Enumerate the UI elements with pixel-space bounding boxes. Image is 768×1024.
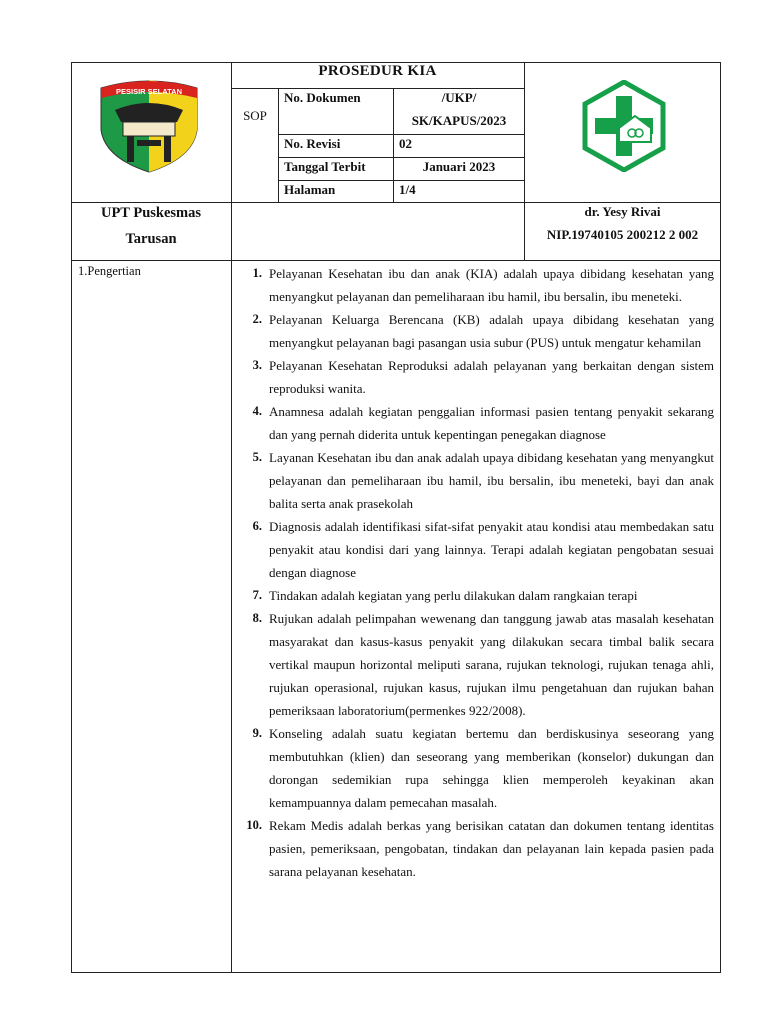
frame-right — [720, 62, 721, 973]
divider-logo-row — [71, 202, 721, 203]
no-revisi-value: 02 — [399, 136, 412, 151]
halaman-value: 1/4 — [399, 182, 416, 197]
org-name-line2: Tarusan — [125, 231, 177, 247]
list-item: 4. Anamnesa adalah kegiatan penggalian informasi pasien tentang penyakit sekarang dan yang pernah diderita untuk kepentingan penegakan diagnose — [252, 404, 714, 442]
divider-row-3 — [278, 180, 524, 181]
no-dokumen-value-line2: SK/KAPUS/2023 — [411, 113, 507, 128]
signer-nip: NIP.19740105 200212 2 002 — [546, 227, 699, 242]
list-item: 8. Rujukan adalah pelimpahan wewenang dan tanggung jawab atas masalah kesehatan masyarakat dan kasus-kasus penyakit yang dilakukan secara timbal balik secara vertikal maupun horizontal meliputi sarana, rujukan teknologi, rujukan tenaga ahli, rujukan operasional, rujukan kasus, rujukan ilmu pengetahuan dan rujukan bahan pemeriksaan laboratorium(permenkes 922/2008). — [252, 611, 714, 718]
tanggal-terbit-label: Tanggal Terbit — [284, 159, 366, 174]
divider-row-2 — [278, 157, 524, 158]
pesisir-selatan-logo-icon — [93, 78, 205, 176]
list-item: 5. Layanan Kesehatan ibu dan anak adalah upaya dibidang kesehatan yang menyangkut pelayanan dan pemeliharaan ibu hamil, ibu bersalin, ibu meneteki, bayi dan anak balita serta anak prasekolah — [252, 450, 714, 511]
list-item: 2. Pelayanan Keluarga Berencana (KB) adalah upaya dibidang kesehatan yang menyangkut pelayanan bagi pasangan usia subur (PUS) untuk mengatur kehamilan — [252, 312, 714, 350]
logo-banner-text: PESISIR SELATAN — [116, 87, 182, 96]
divider-header-bottom — [71, 260, 721, 261]
list-item: 6. Diagnosis adalah identifikasi sifat-sifat penyakit atau kondisi atau membedakan satu penyakit atau kondisi dari yang lainnya. Terapi adalah kegiatan pengobatan sesuai dengan diagnose — [252, 519, 714, 580]
section-label: 1.Pengertian — [78, 264, 141, 278]
divider-col-1 — [231, 62, 232, 973]
frame-bottom — [71, 972, 721, 973]
list-item: 7. Tindakan adalah kegiatan yang perlu dilakukan dalam rangkaian terapi — [252, 588, 638, 603]
no-dokumen-value-line1: /UKP/ — [441, 90, 477, 105]
halaman-label: Halaman — [284, 182, 336, 197]
definition-list — [246, 262, 714, 883]
divider-sop — [278, 88, 279, 202]
frame-left — [71, 62, 72, 973]
no-dokumen-label: No. Dokumen — [284, 90, 361, 105]
sop-document — [71, 62, 721, 973]
list-item: 3. Pelayanan Kesehatan Reproduksi adalah pelayanan yang berkaitan dengan sistem reproduksi wanita. — [252, 358, 714, 396]
list-item: 9. Konseling adalah suatu kegiatan bertemu dan berdiskusinya seseorang yang membutuhkan (klien) dan seseorang yang memberikan (konselor) dukungan dan dorongan sedemikian rupa sehingga klien memperoleh keyakinan akan kemampuannya dalam pemecahan masalah. — [252, 726, 714, 810]
tanggal-terbit-value: Januari 2023 — [422, 159, 496, 174]
sop-label: SOP — [243, 108, 267, 123]
divider-title — [231, 88, 524, 89]
list-item: 10. Rekam Medis adalah berkas yang berisikan catatan dan dokumen tentang identitas pasien, pemeriksaan, pengobatan, tindakan dan pelayanan lain kepada pasien pada sarana pelayanan kesehatan. — [246, 818, 714, 879]
no-revisi-label: No. Revisi — [284, 136, 341, 151]
document-title: PROSEDUR KIA — [318, 63, 437, 79]
puskesmas-logo-icon — [579, 80, 669, 172]
divider-row-1 — [278, 134, 524, 135]
signer-name: dr. Yesy Rivai — [584, 204, 661, 219]
list-item: 1. Pelayanan Kesehatan ibu dan anak (KIA) adalah upaya dibidang kesehatan yang menyangkut pelayanan dan pemeliharaan ibu hamil, ibu bersalin, ibu meneteki. — [252, 266, 714, 304]
org-name-line1: UPT Puskesmas — [100, 205, 202, 221]
